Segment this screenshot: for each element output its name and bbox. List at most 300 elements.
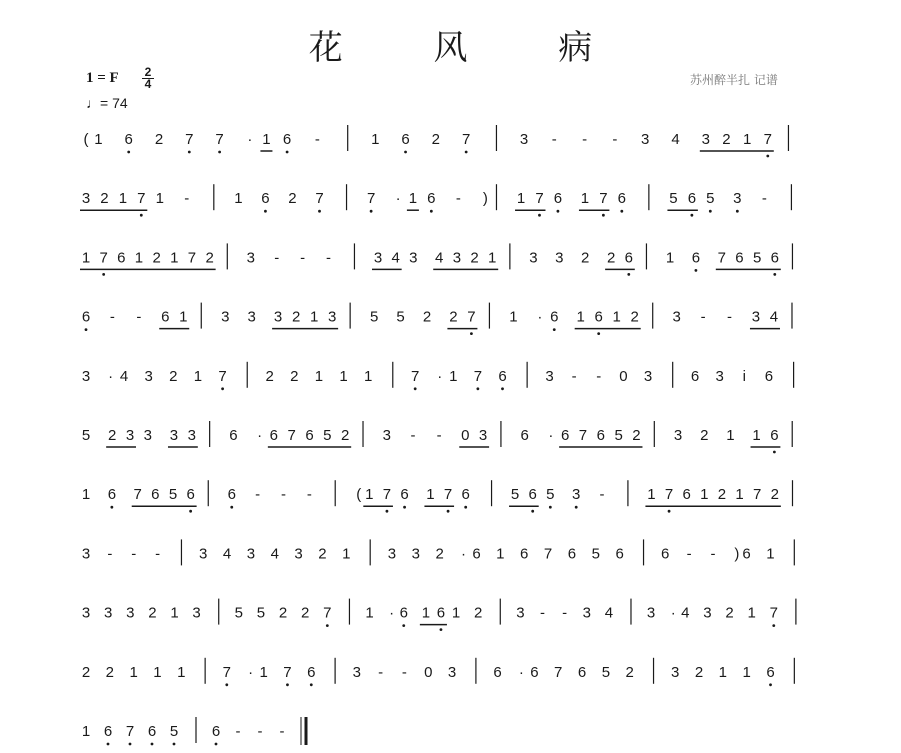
note: 1 xyxy=(179,308,188,326)
note: 6 xyxy=(147,723,157,740)
note: 3 xyxy=(81,604,91,622)
octave-dot xyxy=(773,273,776,276)
octave-dot xyxy=(766,155,769,158)
note: 1 xyxy=(421,604,431,622)
note: 4 xyxy=(769,308,779,326)
song-title: 花 风 病 xyxy=(308,28,633,68)
note: 7 xyxy=(283,663,292,681)
note: 2 xyxy=(301,604,310,622)
note: ( xyxy=(83,131,89,148)
note: 3 xyxy=(641,131,650,148)
note: 6 xyxy=(227,486,236,504)
note: 2 xyxy=(725,604,734,622)
note: 1 xyxy=(81,723,91,740)
dash-note: - xyxy=(280,486,286,504)
octave-dot xyxy=(769,683,772,686)
dash-note: - xyxy=(378,663,384,681)
note: 6 xyxy=(735,249,744,267)
note: 2 xyxy=(630,308,639,326)
note: 7 xyxy=(753,486,762,504)
note: 6 xyxy=(261,190,270,208)
note: 1 xyxy=(742,131,752,148)
octave-dot xyxy=(225,683,228,686)
dash-note: - xyxy=(235,723,241,740)
note: 7 xyxy=(366,190,376,208)
octave-dot xyxy=(709,210,712,213)
dash-note: - xyxy=(612,131,618,148)
octave-dot xyxy=(557,210,560,213)
note: 1 xyxy=(342,545,351,563)
note: 1 xyxy=(262,131,271,148)
note: 7 xyxy=(769,604,778,622)
note: 7 xyxy=(133,486,142,504)
dash-note: - xyxy=(551,131,557,148)
note: 2 xyxy=(148,604,157,622)
note: 1 xyxy=(365,486,374,504)
note: 7 xyxy=(382,486,392,504)
octave-dot xyxy=(403,506,406,509)
note: 6 xyxy=(661,545,670,563)
dash-note: - xyxy=(582,131,588,148)
note: 7 xyxy=(125,723,135,740)
octave-dot xyxy=(129,743,132,746)
note: 6 xyxy=(229,427,238,444)
note: 1 xyxy=(576,308,585,326)
octave-dot xyxy=(414,387,417,390)
octave-dot xyxy=(440,628,443,631)
note: 4 xyxy=(435,249,444,267)
note: 1 xyxy=(451,604,461,622)
note: 6 xyxy=(124,131,133,148)
note: 6 xyxy=(282,131,292,148)
note: 7 xyxy=(717,249,726,267)
note: 6 xyxy=(436,604,446,622)
note: 6 xyxy=(472,545,481,563)
note: 3 xyxy=(247,308,256,326)
note: 1 xyxy=(766,545,775,563)
note: 6 xyxy=(211,723,221,740)
note: 3 xyxy=(452,249,462,267)
note: 6 xyxy=(161,308,170,326)
note: 5 xyxy=(234,604,244,622)
note: 1 xyxy=(726,427,735,444)
note: 7 xyxy=(187,249,197,267)
octave-dot xyxy=(127,151,130,154)
note: 1 xyxy=(496,545,505,563)
note: 2 xyxy=(105,663,114,681)
note: 6 xyxy=(186,486,195,504)
note: 7 xyxy=(535,190,544,208)
note: 5 xyxy=(669,190,678,208)
note: 3 xyxy=(703,604,712,622)
note: 3 xyxy=(169,427,179,444)
octave-dot xyxy=(476,387,479,390)
note: 5 xyxy=(369,308,379,326)
note: 2 xyxy=(449,308,458,326)
note: 5 xyxy=(591,545,600,563)
dash-note: - xyxy=(109,308,115,326)
dash-note: - xyxy=(314,131,320,148)
dot-note: · xyxy=(548,427,554,444)
note: 6 xyxy=(577,663,587,681)
note: 6 xyxy=(520,545,529,563)
note: 2 xyxy=(265,367,274,385)
note: ( xyxy=(356,486,362,504)
note: 1 xyxy=(193,367,203,385)
note: 3 xyxy=(478,427,488,444)
note: 3 xyxy=(555,249,564,267)
note: 3 xyxy=(81,545,91,563)
dash-note: - xyxy=(155,545,161,563)
note: 1 xyxy=(509,308,518,326)
note: 6 xyxy=(530,663,539,681)
note: 3 xyxy=(373,249,383,267)
note: 6 xyxy=(766,663,775,681)
note: 3 xyxy=(198,545,208,563)
octave-dot xyxy=(430,210,433,213)
dash-note: - xyxy=(700,308,706,326)
note: 5 xyxy=(396,308,405,326)
note: 6 xyxy=(528,486,537,504)
note: 7 xyxy=(543,545,553,563)
note: 6 xyxy=(553,190,563,208)
octave-dot xyxy=(218,151,221,154)
key-signature: 1 = F xyxy=(86,70,119,86)
note: 6 xyxy=(461,486,470,504)
note: 7 xyxy=(664,486,674,504)
note: 2 xyxy=(205,249,214,267)
note: 3 xyxy=(221,308,230,326)
dash-note: - xyxy=(540,604,546,622)
note: 3 xyxy=(387,545,397,563)
note: 2 xyxy=(169,367,178,385)
note: 1 xyxy=(81,249,91,267)
note: 6 xyxy=(624,249,633,267)
note: 2 xyxy=(717,486,727,504)
note: 5 xyxy=(546,486,555,504)
octave-dot xyxy=(318,210,321,213)
note: 1 xyxy=(234,190,243,208)
note: 7 xyxy=(323,604,332,622)
octave-dot xyxy=(102,273,105,276)
note: 3 xyxy=(672,308,681,326)
dot-note: · xyxy=(247,131,253,148)
dot-note: · xyxy=(518,663,524,681)
note: 2 xyxy=(107,427,117,444)
note: 3 xyxy=(81,367,91,385)
dot-note: · xyxy=(108,367,114,385)
dot-note: · xyxy=(670,604,676,622)
note: 2 xyxy=(154,131,164,148)
note: 2 xyxy=(770,486,780,504)
note: 3 xyxy=(701,131,710,148)
note: 1 xyxy=(665,249,675,267)
note: 2 xyxy=(435,545,444,563)
note: 7 xyxy=(315,190,324,208)
note: 7 xyxy=(218,367,227,385)
dash-note: - xyxy=(410,427,416,444)
note: ) xyxy=(734,545,740,563)
note: 6 xyxy=(269,427,279,444)
octave-dot xyxy=(597,332,600,335)
tempo-marking: ♩= 74 xyxy=(86,95,128,111)
note: 1 xyxy=(700,486,709,504)
octave-dot xyxy=(773,451,776,454)
note: 6 xyxy=(151,486,160,504)
dash-note: - xyxy=(255,486,261,504)
note: 6 xyxy=(687,190,697,208)
dash-note: - xyxy=(571,367,577,385)
note: 1 xyxy=(365,604,374,622)
note: 2 xyxy=(431,131,441,148)
dash-note: - xyxy=(300,249,306,267)
note: 2 xyxy=(278,604,288,622)
note: 6 xyxy=(401,131,410,148)
note: 3 xyxy=(733,190,742,208)
note: 1 xyxy=(94,131,103,148)
octave-dot xyxy=(602,214,605,217)
note: 2 xyxy=(290,367,299,385)
note: 2 xyxy=(470,249,479,267)
octave-dot xyxy=(370,210,373,213)
dash-note: - xyxy=(274,249,280,267)
note: 7 xyxy=(461,131,471,148)
note: 2 xyxy=(100,190,109,208)
octave-dot xyxy=(447,510,450,513)
note: 1 xyxy=(170,604,179,622)
note: 1 xyxy=(516,190,526,208)
note: 6 xyxy=(400,486,409,504)
note: 7 xyxy=(222,663,231,681)
octave-dot xyxy=(531,510,534,513)
note: 6 xyxy=(560,427,570,444)
dash-note: - xyxy=(279,723,285,740)
dash-note: - xyxy=(136,308,142,326)
note: 5 xyxy=(752,249,762,267)
note: 3 xyxy=(125,427,135,444)
note: 1 xyxy=(718,663,728,681)
dot-note: · xyxy=(437,367,443,385)
note: 3 xyxy=(572,486,581,504)
note: 4 xyxy=(270,545,279,563)
note: 3 xyxy=(103,604,113,622)
note: 4 xyxy=(391,249,400,267)
note: 0 xyxy=(461,427,470,444)
time-signature-bottom: 4 xyxy=(142,78,154,90)
note: 2 xyxy=(632,427,641,444)
note: 4 xyxy=(222,545,232,563)
note: 6 xyxy=(742,545,751,563)
note: 2 xyxy=(606,249,616,267)
note: 3 xyxy=(192,604,201,622)
octave-dot xyxy=(470,332,473,335)
note: 2 xyxy=(422,308,432,326)
note: 3 xyxy=(751,308,761,326)
note: 3 xyxy=(529,249,538,267)
note: 2 xyxy=(473,604,483,622)
note: 1 xyxy=(426,486,435,504)
note: 7 xyxy=(99,249,108,267)
octave-dot xyxy=(215,743,218,746)
note: 3 xyxy=(671,663,680,681)
note: 3 xyxy=(519,131,529,148)
dash-note: - xyxy=(710,545,716,563)
note: 1 xyxy=(259,663,268,681)
note: 1 xyxy=(612,308,621,326)
note: 6 xyxy=(594,308,603,326)
note: 6 xyxy=(550,308,559,326)
transcriber-credit: 苏州醉半扎 记谱 xyxy=(690,73,778,87)
note: 2 xyxy=(581,249,590,267)
note: 1 xyxy=(752,427,761,444)
note: 4 xyxy=(671,131,680,148)
note: 7 xyxy=(473,367,483,385)
note: 1 xyxy=(580,190,590,208)
octave-dot xyxy=(404,151,407,154)
dash-note: - xyxy=(562,604,568,622)
note: 7 xyxy=(287,427,296,444)
dash-note: - xyxy=(686,545,692,563)
note: i xyxy=(742,367,747,385)
note: 5 xyxy=(169,723,179,740)
dash-note: - xyxy=(184,190,190,208)
dash-note: - xyxy=(401,663,407,681)
octave-dot xyxy=(140,214,143,217)
note: 6 xyxy=(81,308,91,326)
note: 1 xyxy=(371,131,380,148)
dash-note: - xyxy=(326,249,332,267)
note: 3 xyxy=(81,190,91,208)
note: 1 xyxy=(363,367,373,385)
note: 3 xyxy=(673,427,683,444)
dash-note: - xyxy=(596,367,602,385)
note: 6 xyxy=(493,663,502,681)
octave-dot xyxy=(736,210,739,213)
octave-dot xyxy=(501,387,504,390)
note: 3 xyxy=(143,427,152,444)
note: 3 xyxy=(187,427,196,444)
note: 1 xyxy=(339,367,348,385)
note: 6 xyxy=(691,249,701,267)
note: 2 xyxy=(700,427,709,444)
note: 3 xyxy=(411,545,420,563)
dot-note: · xyxy=(248,663,254,681)
note: 6 xyxy=(596,427,605,444)
note: 6 xyxy=(117,249,126,267)
note: 3 xyxy=(126,604,135,622)
note: 1 xyxy=(118,190,128,208)
note: 1 xyxy=(742,663,751,681)
note: 1 xyxy=(647,486,656,504)
octave-dot xyxy=(326,624,329,627)
note: 4 xyxy=(681,604,690,622)
octave-dot xyxy=(286,151,289,154)
note: 7 xyxy=(578,427,588,444)
note: 2 xyxy=(341,427,350,444)
note: 1 xyxy=(735,486,744,504)
dot-note: · xyxy=(257,427,263,444)
octave-dot xyxy=(402,624,405,627)
note: 1 xyxy=(309,308,319,326)
note: 5 xyxy=(614,427,623,444)
dash-note: - xyxy=(455,190,461,208)
octave-dot xyxy=(772,624,775,627)
dot-note: · xyxy=(537,308,543,326)
note: 7 xyxy=(137,190,146,208)
note: 2 xyxy=(722,131,731,148)
dash-note: - xyxy=(107,545,113,563)
note: 5 xyxy=(510,486,520,504)
note: 6 xyxy=(617,190,626,208)
note: 3 xyxy=(715,367,724,385)
note: 3 xyxy=(352,663,361,681)
octave-dot xyxy=(85,328,88,331)
note: 5 xyxy=(81,427,91,444)
note: 7 xyxy=(410,367,420,385)
note: 1 xyxy=(170,249,179,267)
note: 1 xyxy=(81,486,91,504)
note: 7 xyxy=(185,131,194,148)
octave-dot xyxy=(173,743,176,746)
note: 5 xyxy=(601,663,611,681)
note: 6 xyxy=(615,545,624,563)
octave-dot xyxy=(230,506,233,509)
note: 5 xyxy=(256,604,266,622)
note: 4 xyxy=(604,604,614,622)
note: 3 xyxy=(246,545,256,563)
dot-note: · xyxy=(389,604,395,622)
note: 6 xyxy=(690,367,700,385)
octave-dot xyxy=(107,743,110,746)
note: 6 xyxy=(305,427,314,444)
note: 6 xyxy=(107,486,117,504)
note: 3 xyxy=(144,367,153,385)
note: 6 xyxy=(567,545,577,563)
note: 2 xyxy=(288,190,297,208)
note: 6 xyxy=(498,367,507,385)
note: 0 xyxy=(424,663,433,681)
note: 5 xyxy=(706,190,715,208)
note: 1 xyxy=(155,190,164,208)
dash-note: - xyxy=(131,545,137,563)
dot-note: · xyxy=(395,190,401,208)
note: 2 xyxy=(81,663,91,681)
octave-dot xyxy=(690,214,693,217)
note: 1 xyxy=(177,663,186,681)
note: 2 xyxy=(318,545,327,563)
note: 1 xyxy=(449,367,458,385)
note: 6 xyxy=(764,367,774,385)
time-signature-top: 2 xyxy=(144,65,152,79)
note: 6 xyxy=(770,427,779,444)
note: 6 xyxy=(307,663,316,681)
note: 3 xyxy=(294,545,303,563)
note: 1 xyxy=(488,249,497,267)
octave-dot xyxy=(553,328,556,331)
octave-dot xyxy=(575,506,578,509)
octave-dot xyxy=(627,273,630,276)
octave-dot xyxy=(286,683,289,686)
dash-note: - xyxy=(257,723,263,740)
note: 7 xyxy=(763,131,772,148)
octave-dot xyxy=(310,683,313,686)
octave-dot xyxy=(151,743,154,746)
note: 6 xyxy=(770,249,779,267)
octave-dot xyxy=(189,510,192,513)
dash-note: - xyxy=(727,308,733,326)
octave-dot xyxy=(538,214,541,217)
octave-dot xyxy=(668,510,671,513)
